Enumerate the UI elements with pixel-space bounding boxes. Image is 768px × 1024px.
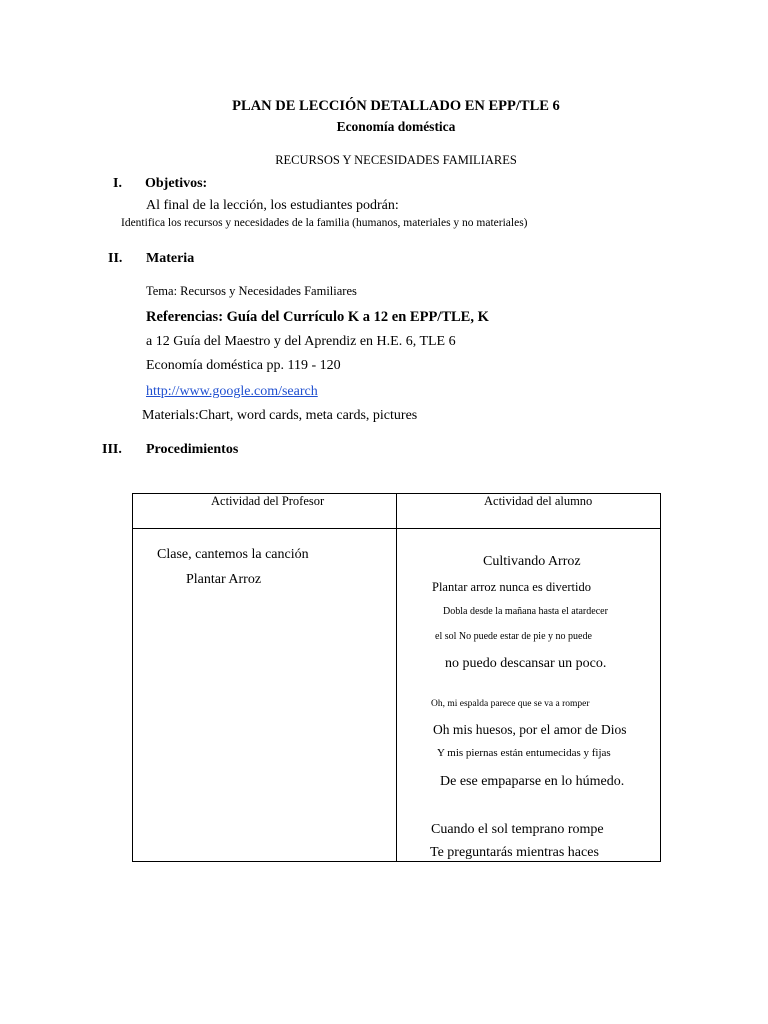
teacher-line: Clase, cantemos la canción <box>157 547 309 562</box>
objetivos-intro: Al final de la lección, los estudiantes podrán: <box>146 198 399 213</box>
section-title-procedimientos: Procedimientos <box>146 442 239 457</box>
song-line: De ese empaparse en lo húmedo. <box>440 774 625 789</box>
document-subtitle: Economía doméstica <box>336 119 456 134</box>
section-number-procedimientos: III. <box>102 442 122 457</box>
header-cell-alumno <box>397 494 661 529</box>
song-title: Cultivando Arroz <box>483 554 581 569</box>
materia-guia: a 12 Guía del Maestro y del Aprendiz en H.E. 6, TLE 6 <box>146 334 456 349</box>
section-title-objetivos: Objetivos: <box>145 176 208 191</box>
materia-referencias: Referencias: Guía del Currículo K a 12 en EPP/TLE, K <box>146 309 489 325</box>
song-line: Y mis piernas están entumecidas y fijas <box>437 747 611 759</box>
song-line: Cuando el sol temprano rompe <box>431 822 604 837</box>
document-title: PLAN DE LECCIÓN DETALLADO EN EPP/TLE 6 <box>232 98 560 114</box>
objetivos-item-text: Identifica los recursos y necesidades de la familia (humanos, materiales y no materiales) <box>121 217 528 229</box>
reference-link[interactable]: http://www.google.com/search <box>146 384 318 399</box>
materia-tema: Tema: Recursos y Necesidades Familiares <box>146 284 357 298</box>
section-title-materia: Materia <box>146 251 195 266</box>
song-line: Oh mis huesos, por el amor de Dios <box>433 722 627 737</box>
procedures-table <box>132 493 661 862</box>
materia-materials: Materials:Chart, word cards, meta cards, pictures <box>142 408 418 423</box>
student-activity-cell <box>397 529 661 862</box>
table-row <box>133 529 661 862</box>
table-header-row <box>133 494 661 529</box>
song-line: el sol No puede estar de pie y no puede <box>435 631 592 642</box>
section-number-materia: II. <box>108 251 123 266</box>
song-line: no puedo descansar un poco. <box>445 656 607 671</box>
song-line: Dobla desde la mañana hasta el atardecer <box>443 606 608 617</box>
teacher-line: Plantar Arroz <box>186 572 262 587</box>
song-line: Te preguntarás mientras haces <box>430 845 599 860</box>
header-label-profesor: Actividad del Profesor <box>211 494 325 508</box>
materia-economia: Economía doméstica pp. 119 - 120 <box>146 358 341 373</box>
header-cell-profesor <box>133 494 397 529</box>
lesson-topic: RECURSOS Y NECESIDADES FAMILIARES <box>275 153 517 167</box>
header-label-alumno: Actividad del alumno <box>484 494 593 508</box>
teacher-activity-cell <box>133 529 397 862</box>
song-line: Plantar arroz nunca es divertido <box>432 580 591 594</box>
section-number-objetivos: I. <box>113 176 122 191</box>
song-line: Oh, mi espalda parece que se va a romper <box>431 699 590 709</box>
objetivos-item <box>121 217 528 229</box>
